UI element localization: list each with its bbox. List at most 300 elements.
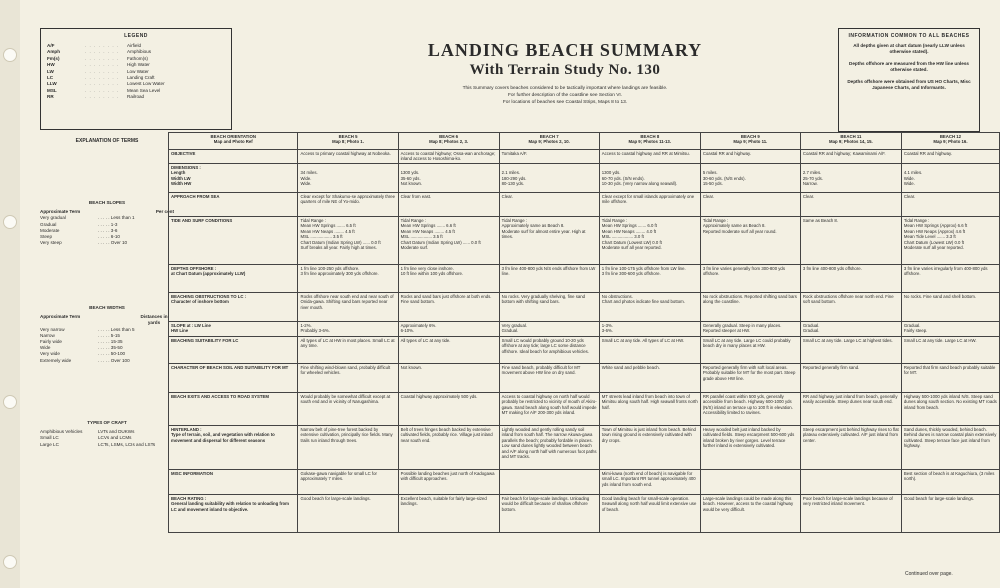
table-cell xyxy=(499,322,599,337)
section-title: TYPES OF CRAFT xyxy=(87,420,127,425)
legend-definition: Low Water xyxy=(127,68,149,74)
legend-definition: High Water xyxy=(127,62,150,68)
legend-abbr: Amph xyxy=(47,49,61,55)
table-cell xyxy=(700,495,800,533)
row-label xyxy=(169,193,298,217)
cell-text: Gradual. Fairly steep. xyxy=(903,323,928,334)
cell-text: Coastal highway approximately 500 yds. xyxy=(400,394,478,399)
legend-abbr: RR xyxy=(47,94,54,100)
table-cell xyxy=(800,322,901,337)
terms-heading: EXPLANATION OF TERMS xyxy=(75,138,139,144)
table-cell xyxy=(499,293,599,322)
cell-text: Access to coastal highway and RR at Mimitsu. xyxy=(601,151,690,156)
table-cell xyxy=(499,164,599,193)
table-cell xyxy=(901,322,999,337)
section-title: BEACH WIDTHS xyxy=(89,305,125,310)
beach-widths-section xyxy=(40,305,174,364)
binder-hole xyxy=(3,48,17,62)
table-row xyxy=(169,364,1000,393)
beach-name: BEACH 8 xyxy=(640,134,660,139)
row-label-text: CHARACTER OF BEACH SOIL AND SUITABILITY FOR MT xyxy=(171,365,289,370)
table-cell xyxy=(800,337,901,364)
row-label-text: MISC INFORMATION xyxy=(171,471,213,476)
cell-text: 1 fm line 100-250 yds offshore. 3 fm line approximately 300 yds offshore. xyxy=(300,266,379,277)
binder-hole xyxy=(3,215,17,229)
term-name: Small LC xyxy=(40,435,59,441)
table-cell xyxy=(901,293,999,322)
table-cell xyxy=(298,322,398,337)
slopes-list xyxy=(40,215,174,246)
legend-definition: Airfield xyxy=(127,43,142,48)
table-cell xyxy=(398,470,499,495)
cell-text: Small LC would probably ground 10-20 yds offshore at any tide; large LC some distance offshore. Ideal beach for amphibious vehicles. xyxy=(501,338,589,354)
table-cell xyxy=(499,265,599,293)
legend-abbr: A/F xyxy=(47,43,55,48)
info-paragraph: Depths offshore are measured from the HW line unless otherwise stated. xyxy=(849,61,969,72)
cell-text: Tidal Range : Mean HW Springs ....... 6.5 ft Mean HW Neaps ........ 4.5 ft MSL .................. 3.5 ft Chart Datum (Indian Spring LW) ...... 0.0 ft Surf breaks all year. Fairly high at times. xyxy=(300,218,381,251)
page-title: LANDING BEACH SUMMARY xyxy=(427,40,703,60)
cell-text: Same as Beach 8. xyxy=(802,218,839,223)
beach-name: BEACH 11 xyxy=(840,134,862,139)
cell-text: Town of Mimitsu is just inland from beach. Behind town rising ground is extensively cultivated with dry crops. xyxy=(601,427,696,443)
term-value: . . . . . 3-6 xyxy=(98,227,118,233)
table-cell xyxy=(700,470,800,495)
table-cell xyxy=(700,150,800,164)
table-cell xyxy=(298,495,398,533)
binder-hole xyxy=(3,395,17,409)
term-name: Large LC xyxy=(40,441,59,447)
beach-name: BEACH 5 xyxy=(338,134,358,139)
table-row xyxy=(169,164,1000,193)
row-label-text: DIMENSIONS : Length Width LW Width HW xyxy=(171,165,201,187)
table-cell xyxy=(499,364,599,393)
table-cell xyxy=(901,393,999,426)
cell-text: 4.1 miles. Wide. Wide. xyxy=(903,170,923,187)
table-cell xyxy=(901,337,999,364)
row-label xyxy=(169,470,298,495)
table-cell xyxy=(901,193,999,217)
table-cell xyxy=(298,164,398,193)
cell-text: Coastal RR and highway; Kawaminami A/F. xyxy=(802,151,886,156)
row-label xyxy=(169,217,298,265)
legend-abbr: LW xyxy=(47,68,54,74)
legend-item xyxy=(47,94,225,100)
cell-text: Small LC at any tide. All types of LC at HW. xyxy=(601,338,685,343)
table-cell xyxy=(800,150,901,164)
legend-definition: Railroad xyxy=(127,94,145,100)
cell-text: Access to coastal highway; Ossa-wan anchorage; inland access to Hososhima-ko. xyxy=(400,151,496,162)
cell-text: Belt of trees fringes beach backed by extensive cultivated fields, probably rice. Village just inland near south end. xyxy=(400,427,493,443)
cell-text: Mimi-kawa (north end of beach) is navigable for small LC. Important RR tunnel approximately 400 yds inland from south end. xyxy=(601,471,696,487)
row-label-text: OBJECTIVE xyxy=(171,151,196,156)
table-cell xyxy=(599,217,700,265)
cell-text: Steep escarpment just behind highway rises to flat plateau extensively cultivated. A/F just inland from center. xyxy=(802,427,899,443)
table-cell xyxy=(800,495,901,533)
term-name: Steep xyxy=(40,234,53,240)
cell-text: Rocks offshore near south end and near south of Onida-gawa. Shifting sand bars reported near river mouth. xyxy=(300,294,394,310)
cell-text: Not known. xyxy=(400,365,423,370)
page-subtitle: With Terrain Study No. 130 xyxy=(469,62,661,78)
term-name: Moderate xyxy=(40,227,60,233)
legend-dots: . . . . . . . . xyxy=(85,81,120,87)
cell-text: Good beach for large-scale landings. xyxy=(903,496,975,501)
term-name: Fairly wide xyxy=(40,339,62,345)
note-line: For locations of beaches see Coastal Strips, Maps 8 to 13. xyxy=(502,100,628,105)
cell-text: Tidal Range : Approximately same as Beach 8. Moderate surf for almost entire year. High at times. xyxy=(501,218,586,240)
table-row xyxy=(169,470,1000,495)
cell-text: Fine sand beach, probably difficult for MT movement above HW line on dry sand. xyxy=(501,365,581,376)
table-cell xyxy=(298,337,398,364)
cell-text: RR and highway just inland from beach, generally easily accessible. Steep dunes near south end. xyxy=(802,394,898,405)
beach-ref: Map 8; Photo 1. xyxy=(332,139,364,145)
column-header: Distances in yards xyxy=(140,314,168,326)
orientation-header: BEACH ORIENTATION Map and Photo Ref xyxy=(169,133,298,150)
row-label xyxy=(169,293,298,322)
legend-abbr: HW xyxy=(47,62,55,68)
cell-text: 1300 yds. 60-70 yds. (S/N ends). 10-30 yds. (Very narrow along seawall). xyxy=(601,170,678,187)
table-cell xyxy=(700,426,800,470)
row-label-text: SLOPE at : LW Line HW Line xyxy=(171,323,211,334)
table-cell xyxy=(700,393,800,426)
cell-text: 1300 yds. 35-60 yds. Not known. xyxy=(400,170,423,187)
table-cell xyxy=(599,265,700,293)
cell-text: Reported generally firm with soft local areas. Probably suitable for MT for the most part. Steep grade above HW line. xyxy=(702,365,796,381)
cell-text: Clear. xyxy=(702,194,715,199)
cell-text: 2.1 miles. 180-290 yds. 80-130 yds. xyxy=(501,170,527,187)
row-label-text: BEACHING SUITABILITY FOR LC xyxy=(171,338,239,343)
beach-column-header xyxy=(800,133,901,150)
row-label-text: BEACH EXITS AND ACCESS TO ROAD SYSTEM xyxy=(171,394,269,399)
table-cell xyxy=(398,426,499,470)
table-cell xyxy=(700,164,800,193)
table-cell xyxy=(298,393,398,426)
row-label-text: BEACH RATING : General landing suitability with relation to unloading from LC and movement inland to objective. xyxy=(171,496,289,512)
cell-text: Clear from east. xyxy=(400,194,432,199)
table-cell xyxy=(298,426,398,470)
note-line: This Summary covers beaches considered to be tactically important where landings are feasible. xyxy=(462,86,668,91)
table-cell xyxy=(800,293,901,322)
term-value: . . . . . Less than 1 xyxy=(98,215,135,221)
term-value: . . . . . Less than 5 xyxy=(98,326,135,332)
table-cell xyxy=(599,293,700,322)
cell-text: Approximately 6%. 6-10%. xyxy=(400,323,437,334)
beach-column-header xyxy=(298,133,398,150)
table-cell xyxy=(298,364,398,393)
term-value: . . . . . 6-10 xyxy=(98,234,120,240)
cell-text: All types of LC at any tide. xyxy=(400,338,451,343)
cell-text: Good beach for large-scale landings. xyxy=(300,496,371,501)
term-name: Gradual xyxy=(40,221,57,227)
cell-text: 2.7 miles. 25-70 yds. Narrow. xyxy=(802,170,823,187)
table-cell xyxy=(298,470,398,495)
table-cell xyxy=(800,217,901,265)
continued-note: Continued over page. xyxy=(905,571,953,577)
cell-text: Would probably be somewhat difficult except at south end and in vicinity of Narugashima. xyxy=(300,394,391,405)
table-cell xyxy=(599,393,700,426)
cell-text: Clear except for Shakumo-se approximately three quarters of mile NE of Yo-mido. xyxy=(300,194,396,205)
table-cell xyxy=(599,193,700,217)
cell-text: Tidal Range : Mean HW Springs ....... 6.0 ft Mean HW Neaps ........ 4.0 ft MSL .................. 3.0 ft Chart Datum (Lowest LW) 0.0 ft Moderate surf all year reported. xyxy=(601,218,662,251)
table-cell xyxy=(499,150,599,164)
beach-ref: Map 9; Photo 16. xyxy=(933,139,968,145)
beach-name: BEACH 6 xyxy=(439,134,459,139)
table-row xyxy=(169,393,1000,426)
row-label-text: APPROACH FROM SEA xyxy=(171,194,220,199)
table-cell xyxy=(800,265,901,293)
table-cell xyxy=(901,150,999,164)
legend-definition: Amphibious xyxy=(127,49,152,55)
table-cell xyxy=(398,322,499,337)
craft-types-section xyxy=(40,420,174,448)
cell-text: White sand and pebble beach. xyxy=(601,365,660,370)
legend-definition: Lowest Low Water xyxy=(127,81,165,87)
cell-text: Small LC at any tide. Large LC could probably beach dry in many places at HW. xyxy=(702,338,791,349)
table-cell xyxy=(499,495,599,533)
beach-column-header xyxy=(499,133,599,150)
cell-text: Very gradual. Gradual. xyxy=(501,323,527,334)
table-row xyxy=(169,322,1000,337)
row-label-text: HINTERLAND : Type of terrain, soil, and vegetation with relation to movement and dispersal for different seasons xyxy=(171,427,275,443)
table-cell xyxy=(599,364,700,393)
term-name: Very narrow xyxy=(40,326,65,332)
table-cell xyxy=(800,470,901,495)
cell-text: Lightly wooded and gently rolling sandy soil inland from south half. The narrow Akuwa-gawa parallels the beach; probably fordable in places. Low sand dunes lightly wooded between beach and A/F along north half with numerous foot paths and MT tracks. xyxy=(501,427,597,460)
craft-list xyxy=(40,429,174,448)
table-cell xyxy=(800,193,901,217)
cell-text: Narrow belt of pine-tree forest backed by extensive cultivation, principally rice fields. Many trails run inland through trees. xyxy=(300,427,393,443)
table-row xyxy=(169,337,1000,364)
table-cell xyxy=(298,265,398,293)
term-value: . . . . . 1-3 xyxy=(98,221,118,227)
term-value: . . . . . 5-15 xyxy=(98,332,120,338)
table-cell xyxy=(599,150,700,164)
table-row xyxy=(169,193,1000,217)
cell-text: No obstructions. Chart and photos indicate fine sand bottom. xyxy=(601,294,685,305)
cell-text: Excellent beach, suitable for fairly large-sized landings. xyxy=(400,496,487,507)
term-name: Narrow xyxy=(40,332,55,338)
table-header-row xyxy=(169,133,1000,150)
table-cell xyxy=(901,495,999,533)
legend-dots: . . . . . . . . xyxy=(85,55,120,61)
row-label xyxy=(169,337,298,364)
term-name: Very gradual xyxy=(40,215,66,221)
info-paragraph: Depths offshore were obtained from US HO Charts, Misc Japanese Charts, and Informants. xyxy=(847,79,971,90)
legend-definition: Fathom(s) xyxy=(127,55,148,61)
table-cell xyxy=(398,364,499,393)
table-cell xyxy=(499,426,599,470)
term-value: . . . . . Over 10 xyxy=(98,240,128,246)
table-row xyxy=(169,265,1000,293)
beach-name: BEACH 9 xyxy=(740,134,760,139)
cell-text: RR parallel coast within 500 yds, generally accessible from beach. Highway 600-1000 yds (N/S) inland on terrace up to 100 ft in elevation. Accessibility limited to ravines. xyxy=(702,394,793,416)
info-paragraph: All depths given at chart datum (nearly LLW unless otherwise stated). xyxy=(853,43,965,54)
table-cell xyxy=(298,193,398,217)
beach-name: BEACH 7 xyxy=(539,134,559,139)
widths-list xyxy=(40,327,174,364)
table-row xyxy=(169,217,1000,265)
note-line: For further description of the coastline see Section VI. xyxy=(507,93,623,98)
legend-abbr: LLW xyxy=(47,81,57,87)
table-cell xyxy=(499,393,599,426)
table-cell xyxy=(700,217,800,265)
cell-text: Clear. xyxy=(501,194,513,199)
cell-text: Rocks and sand bars just offshore at both ends. Fine sand bottom. xyxy=(400,294,492,305)
table-cell xyxy=(499,337,599,364)
legend-dots: . . . . . . . . xyxy=(85,43,120,48)
row-label xyxy=(169,364,298,393)
table-cell xyxy=(398,217,499,265)
info-title: INFORMATION COMMON TO ALL BEACHES xyxy=(848,33,970,39)
table-cell xyxy=(700,265,800,293)
term-value: . . . . . 15-35 xyxy=(98,339,123,345)
cell-text: All types of LC at HW in most places. Small LC at any time. xyxy=(300,338,395,349)
cell-text: Good landing beach for small-scale operation. Seawall along north half would limit extensive use of beach. xyxy=(601,496,697,512)
table-cell xyxy=(901,426,999,470)
cell-text: Clear. xyxy=(903,194,916,199)
info-box xyxy=(838,28,980,132)
beach-name: BEACH 12 xyxy=(939,134,962,139)
cell-text: MT streets lead inland from beach into town of Mimitsu along south half. High seawall fronts north half. xyxy=(601,394,698,410)
cell-text: Sand dunes, thickly wooded, behind beach. Behind dunes is narrow coastal plain extensively cultivated. Steep terrace face just inland from highway. xyxy=(903,427,997,449)
cell-text: No rock obstructions. Reported shifting sand bars along the coastline. xyxy=(702,294,797,305)
legend-list xyxy=(47,43,225,101)
term-value: . . . . . 50-100 xyxy=(98,351,126,357)
cell-text: 5 miles. 30-60 yds. (N/S ends). 15-50 yds. xyxy=(702,170,746,187)
term-name: Very steep xyxy=(40,240,62,246)
legend-abbr: Fm(s) xyxy=(47,55,60,61)
beach-column-header xyxy=(599,133,700,150)
table-cell xyxy=(800,426,901,470)
table-cell xyxy=(298,217,398,265)
term-row xyxy=(40,358,174,364)
column-header: Approximate Term xyxy=(40,209,81,215)
legend-dots: . . . . . . . . xyxy=(85,49,120,55)
table-cell xyxy=(499,470,599,495)
cell-text: Possible landing beaches just north of Kadogawa with difficult approaches. xyxy=(400,471,495,482)
legend-definition: Landing Craft xyxy=(127,75,155,81)
cell-text: Clear. xyxy=(802,194,815,199)
cell-text: 3 fm line 400-800 yds offshore. xyxy=(802,266,862,271)
cell-text: Best section of beach is at Kaguchiura, (3 miles north). xyxy=(903,471,995,482)
cell-text: 34 miles. Wide. Wide. xyxy=(300,170,318,187)
cell-text: Coastal RR and highway. xyxy=(903,151,953,156)
table-cell xyxy=(398,293,499,322)
section-title: BEACH SLOPES xyxy=(88,200,126,205)
cell-text: Tomitaka A/F. xyxy=(501,151,528,156)
table-cell xyxy=(398,393,499,426)
cell-text: Tidal Range : Mean HW Springs (Approx) 6.6 ft Mean HW Neaps (Approx) 4.6 ft Mean Tide Level ....... 3.3 ft Chart Datum (Lowest LW) 0.0 ft Moderate surf all year reported. xyxy=(903,218,968,251)
table-cell xyxy=(901,470,999,495)
column-header: Approximate Term xyxy=(40,314,81,320)
table-cell xyxy=(398,495,499,533)
cell-text: Access to coastal highway on north half would probably be restricted to vicinity of mouth of Akiro-gawa. Sand beach along south half would impede MT making for A/F 200-300 yds inland. xyxy=(501,394,597,416)
legend-dots: . . . . . . . . xyxy=(85,87,120,93)
table-row xyxy=(169,495,1000,533)
cell-text: Tidal Range : Approximately same as Beach 8. Reported moderate surf all year round. xyxy=(702,218,777,234)
table-cell xyxy=(901,364,999,393)
term-value: LVTs and DUKWs xyxy=(98,429,135,435)
table-row xyxy=(169,426,1000,470)
table-cell xyxy=(499,217,599,265)
cell-text: Highway 500-1000 yds inland N/S. Steep sand dunes along south section. No existing MT roads inland from beach. xyxy=(903,394,997,410)
beach-ref: Map 9; Photos 2, 10. xyxy=(528,139,570,145)
table-cell xyxy=(599,337,700,364)
cell-text: Access to primary coastal highway at Nobeoka. xyxy=(300,151,391,156)
table-cell xyxy=(901,217,999,265)
row-label xyxy=(169,322,298,337)
cell-text: Gradual. Gradual. xyxy=(802,323,820,334)
table-cell xyxy=(599,164,700,193)
cell-text: Heavy wooded belt just inland backed by cultivated fields. Steep escarpment 500-600 yds inland broken by river gorges. Level terrace further inland is extensively cultivated. xyxy=(702,427,795,449)
cell-text: No rocks. Very gradually shelving, fine sand bottom with shifting sand bars. xyxy=(501,294,586,305)
cell-text: Fine shifting wind-blown sand, probably difficult for wheeled vehicles. xyxy=(300,365,391,376)
beach-ref: Map 9; Photos 11-13. xyxy=(628,139,672,145)
row-label xyxy=(169,393,298,426)
table-row xyxy=(169,150,1000,164)
cell-text: Gokase-gawa navigable for small LC for approximately 7 miles. xyxy=(300,471,377,482)
legend-title: LEGEND xyxy=(124,33,148,39)
legend-box xyxy=(40,28,232,130)
row-label xyxy=(169,164,298,193)
table-cell xyxy=(398,164,499,193)
term-value: . . . . . 35-50 xyxy=(98,345,123,351)
table-cell xyxy=(599,495,700,533)
term-name: Extremely wide xyxy=(40,357,72,363)
table-cell xyxy=(599,426,700,470)
table-cell xyxy=(398,337,499,364)
term-name: Amphibious Vehicles xyxy=(40,429,83,435)
table-body xyxy=(169,150,1000,533)
table-cell xyxy=(398,150,499,164)
cell-text: Rock obstructions offshore near north end. Fine soft sand bottom. xyxy=(802,294,894,305)
table-cell xyxy=(800,164,901,193)
table-cell xyxy=(700,322,800,337)
row-label-text: DEPTHS OFFSHORE : at Chart Datum (approximately LLW) xyxy=(171,266,246,277)
cell-text: No rocks. Fine sand and shell bottom. xyxy=(903,294,977,299)
beach-ref: Map 9; Photos 14, 15. xyxy=(829,139,873,145)
column-header: Per cent xyxy=(155,209,174,215)
legend-abbr: MSL xyxy=(47,87,57,93)
table-cell xyxy=(901,164,999,193)
row-label-text: TIDE AND SURF CONDITIONS xyxy=(171,218,233,223)
beach-column-header xyxy=(700,133,800,150)
term-value: . . . . . Over 100 xyxy=(98,357,130,363)
cell-text: Generally gradual. Steep in many places. Reported steeper at HW. xyxy=(702,323,782,334)
beach-slopes-section xyxy=(40,200,174,246)
term-value: LCVs and LCMs xyxy=(98,435,132,441)
cell-text: Reported that firm sand beach probably suitable for MT. xyxy=(903,365,996,376)
legend-dots: . . . . . . . . xyxy=(85,68,120,74)
table-cell xyxy=(599,470,700,495)
row-label xyxy=(169,150,298,164)
table-cell xyxy=(599,322,700,337)
cell-text: Clear except for small islands approximately one mile offshore. xyxy=(601,194,695,205)
table-cell xyxy=(398,265,499,293)
beach-column-header xyxy=(398,133,499,150)
cell-text: Large-scale landings could be made along this beach. However, access to the coastal highway would be very difficult. xyxy=(702,496,794,512)
term-value: LCTs, LSMs, LCIs and LSTs xyxy=(98,441,156,447)
row-label xyxy=(169,426,298,470)
cell-text: Tidal Range : Mean HW Springs ....... 6.6 ft Mean HW Neaps ........ 4.5 ft MSL .................. 3.5 ft Chart Datum (Indian Spring LW) ...... 0.0 ft Moderate surf. xyxy=(400,218,481,251)
cell-text: 1-3%. 3-6%. xyxy=(601,323,613,334)
table-cell xyxy=(298,150,398,164)
cell-text: Small LC at any tide. Large LC at HW. xyxy=(903,338,977,343)
table-cell xyxy=(700,337,800,364)
table-cell xyxy=(800,393,901,426)
beach-ref: Map 8; Photos 2, 3. xyxy=(429,139,469,145)
row-label xyxy=(169,265,298,293)
legend-dots: . . . . . . . . xyxy=(85,62,120,68)
